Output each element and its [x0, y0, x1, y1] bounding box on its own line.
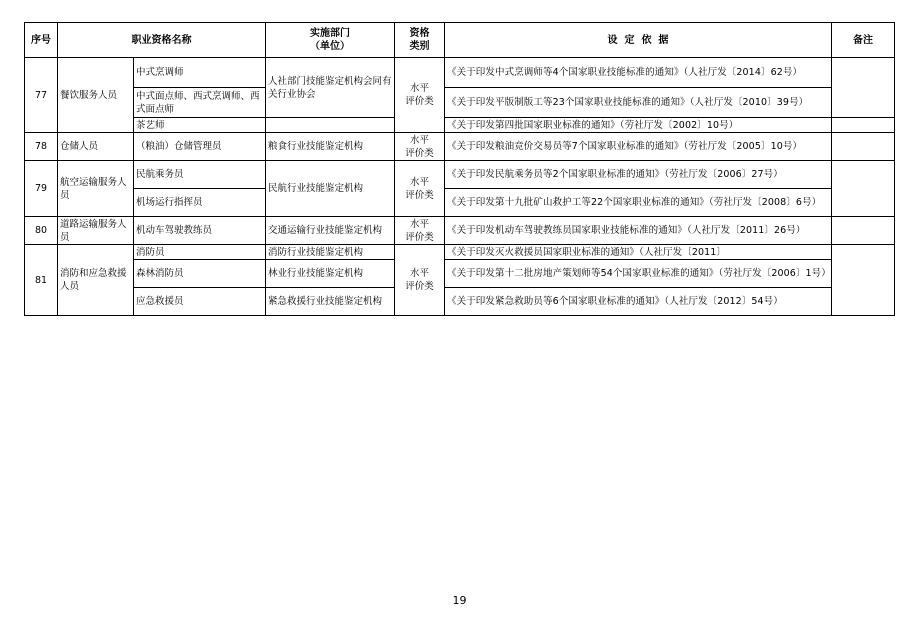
- table-row: [25, 217, 895, 245]
- header-remark: 备注: [832, 23, 895, 58]
- implementing-dept: 交通运输行业技能鉴定机构: [266, 217, 395, 245]
- row-no: 77: [25, 58, 58, 133]
- occupation-name: 森林消防员: [134, 260, 266, 288]
- basis-document: 《关于印发紧急救助员等6个国家职业标准的通知》（人社厅发〔2012〕54号）: [445, 288, 832, 316]
- basis-document: 《关于印发第四批国家职业标准的通知》（劳社厅发〔2002〕10号）: [445, 118, 832, 133]
- table-row: [25, 245, 895, 260]
- row-no: 80: [25, 217, 58, 245]
- implementing-dept: 消防行业技能鉴定机构: [266, 245, 395, 260]
- occupation-name: 中式面点师、西式烹调师、西式面点师: [134, 88, 266, 118]
- occupation-name: 机场运行指挥员: [134, 189, 266, 217]
- header-name: 职业资格名称: [58, 23, 266, 58]
- row-no: 78: [25, 133, 58, 161]
- basis-document: 《关于印发平版制版工等23个国家职业技能标准的通知》（人社厅发〔2010〕39号）: [445, 88, 832, 118]
- implementing-dept-empty: [266, 118, 395, 133]
- header-basis: 设 定 依 据: [445, 23, 832, 58]
- implementing-dept: 林业行业技能鉴定机构: [266, 260, 395, 288]
- basis-document: 《关于印发粮油竞价交易员等7个国家职业标准的通知》（劳社厅发〔2005〕10号）: [445, 133, 832, 161]
- basis-document: 《关于印发机动车驾驶教练员国家职业技能标准的通知》（人社厅发〔2011〕26号）: [445, 217, 832, 245]
- basis-document: 《关于印发中式烹调师等4个国家职业技能标准的通知》（人社厅发〔2014〕62号）: [445, 58, 832, 88]
- table-row: [25, 288, 895, 316]
- occupation-category: 餐饮服务人员: [58, 58, 134, 133]
- implementing-dept: 民航行业技能鉴定机构: [266, 161, 395, 217]
- header-type: 资格 类别: [395, 23, 445, 58]
- occupation-name: 茶艺师: [134, 118, 266, 133]
- table-row: [25, 260, 895, 288]
- row-no: 79: [25, 161, 58, 217]
- remark-cell: [832, 217, 895, 245]
- occupation-category: 航空运输服务人员: [58, 161, 134, 217]
- remark-cell: [832, 118, 895, 133]
- basis-document: 《关于印发第十二批房地产策划师等54个国家职业标准的通知》（劳社厅发〔2006〕1号）: [445, 260, 832, 288]
- qualification-type: 水平 评价类: [395, 161, 445, 217]
- table-row: [25, 58, 895, 88]
- remark-cell: [832, 161, 895, 217]
- occupation-name: （粮油）仓储管理员: [134, 133, 266, 161]
- table-row: [25, 133, 895, 161]
- occupation-name: 中式烹调师: [134, 58, 266, 88]
- header-row: [25, 23, 895, 58]
- basis-document: 《关于印发第十九批矿山救护工等22个国家职业标准的通知》（劳社厅发〔2008〕6号）: [445, 189, 832, 217]
- qualification-type: 水平 评价类: [395, 217, 445, 245]
- table-row: [25, 161, 895, 189]
- occupation-name: 应急救援员: [134, 288, 266, 316]
- occupation-category: 道路运输服务人员: [58, 217, 134, 245]
- occupation-category: 仓储人员: [58, 133, 134, 161]
- remark-cell: [832, 58, 895, 118]
- remark-cell: [832, 245, 895, 316]
- implementing-dept: 粮食行业技能鉴定机构: [266, 133, 395, 161]
- table-row: [25, 189, 895, 217]
- table-row: [25, 88, 895, 118]
- qualification-table: [24, 22, 895, 316]
- page-number: 19: [452, 594, 467, 607]
- occupation-category: 消防和应急救援人员: [58, 245, 134, 316]
- table-row: [25, 118, 895, 133]
- implementing-dept: 紧急救援行业技能鉴定机构: [266, 288, 395, 316]
- qualification-type: 水平 评价类: [395, 245, 445, 316]
- occupation-name: 机动车驾驶教练员: [134, 217, 266, 245]
- row-no: 81: [25, 245, 58, 316]
- remark-cell: [832, 133, 895, 161]
- qualification-type: 水平 评价类: [395, 133, 445, 161]
- implementing-dept: 人社部门技能鉴定机构会同有关行业协会: [266, 58, 395, 118]
- basis-document: 《关于印发民航乘务员等2个国家职业标准的通知》（劳社厅发〔2006〕27号）: [445, 161, 832, 189]
- qualification-type: 水平 评价类: [395, 58, 445, 133]
- header-dept: 实施部门 （单位）: [266, 23, 395, 58]
- header-no: 序号: [25, 23, 58, 58]
- occupation-name: 消防员: [134, 245, 266, 260]
- occupation-name: 民航乘务员: [134, 161, 266, 189]
- basis-document: 《关于印发灭火救援员国家职业标准的通知》（人社厅发〔2011〕: [445, 245, 832, 260]
